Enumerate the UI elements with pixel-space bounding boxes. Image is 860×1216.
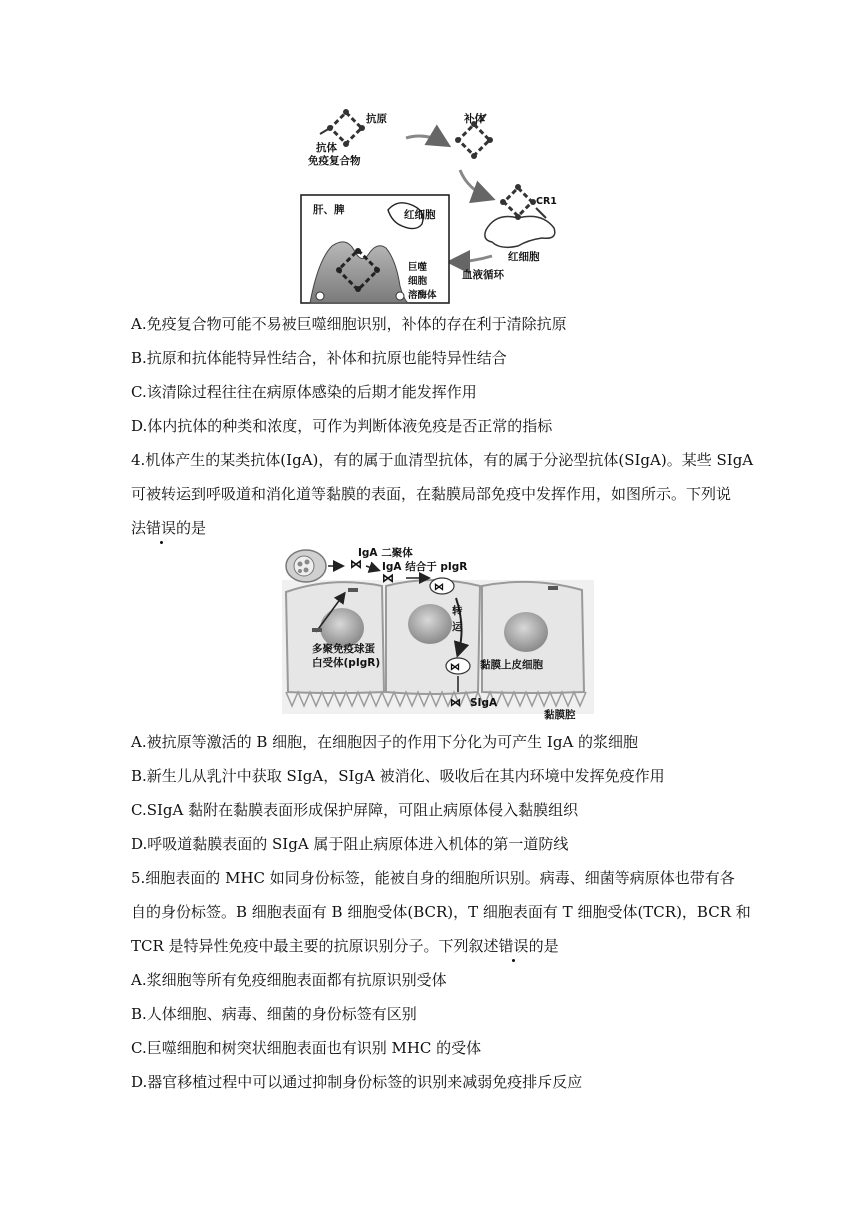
q4-stem-post: 的是 bbox=[176, 519, 207, 537]
nucleus-2 bbox=[408, 604, 452, 644]
siga-transport-figure bbox=[282, 542, 594, 722]
q4-stem-pre: 法 bbox=[131, 519, 147, 537]
arrow-3 bbox=[452, 256, 492, 262]
nucleus-1 bbox=[320, 608, 364, 648]
q3-option-d: D.体内抗体的种类和浓度，可作为判断体液免疫是否正常的指标 bbox=[131, 417, 553, 435]
red-blood-cell-icon bbox=[485, 184, 555, 247]
antigen-label: 抗原 bbox=[366, 113, 387, 125]
q5-stem-pre: TCR 是特异性免疫中最主要的抗原识别分子。下列叙述 bbox=[131, 937, 499, 955]
q5-option-b: B.人体细胞、病毒、细菌的身份标签有区别 bbox=[131, 1005, 417, 1023]
liver-spleen-label: 肝、脾 bbox=[313, 204, 345, 216]
apical-receptor-icon bbox=[548, 586, 558, 590]
pigr-label-1: 多聚免疫球蛋 bbox=[312, 643, 375, 655]
bound-complex-icon: ⋈ bbox=[382, 571, 394, 585]
complex-label: 免疫复合物 bbox=[308, 155, 361, 167]
q4-option-b: B.新生儿从乳汁中获取 SIgA，SIgA 被消化、吸收后在其内环境中发挥免疫作用 bbox=[131, 767, 665, 785]
q4-stem-line-2: 可被转运到呼吸道和消化道等黏膜的表面，在黏膜局部免疫中发挥作用，如图所示。下列说 bbox=[131, 485, 732, 503]
q5-stem-line-3 bbox=[131, 936, 559, 956]
q5-option-d: D.器官移植过程中可以通过抑制身份标签的识别来减弱免疫排斥反应 bbox=[131, 1073, 583, 1091]
q3-option-a: A.免疫复合物可能不易被巨噬细胞识别，补体的存在利于清除抗原 bbox=[131, 315, 567, 333]
arrow-2 bbox=[460, 170, 490, 198]
complement-label: 补体 bbox=[464, 113, 485, 125]
iga-dimer-label: IgA 二聚体 bbox=[358, 547, 413, 559]
macrophage-label-2: 细胞 bbox=[408, 276, 428, 287]
pigr-label-2: 白受体(pIgR) bbox=[312, 657, 381, 669]
iga-dimer-icon: ⋈ bbox=[350, 557, 362, 571]
immune-complex-figure bbox=[296, 100, 586, 310]
pigr-receptor-icon bbox=[312, 628, 322, 632]
transport-label-1: 转 bbox=[452, 605, 463, 617]
epithelium-label: 黏膜上皮细胞 bbox=[480, 659, 543, 671]
antibody-label: 抗体 bbox=[316, 142, 337, 154]
siga-icon: ⋈ bbox=[450, 696, 461, 709]
vesicle-top-complex: ⋈ bbox=[434, 582, 444, 593]
q4-option-a: A.被抗原等激活的 B 细胞，在细胞因子的作用下分化为可产生 IgA 的浆细胞 bbox=[131, 733, 639, 751]
q4-stem-line-3 bbox=[131, 518, 206, 538]
transport-label-2: 运 bbox=[452, 621, 463, 633]
macrophage-label-1: 巨噬 bbox=[408, 262, 428, 273]
q5-option-c: C.巨噬细胞和树突状细胞表面也有识别 MHC 的受体 bbox=[131, 1039, 482, 1057]
box-rbc-label: 红细胞 bbox=[404, 209, 436, 221]
q5-emphasis-wrong: 错误 bbox=[498, 937, 529, 955]
lysosome-icon-2 bbox=[396, 292, 404, 300]
dimer-arrow bbox=[366, 566, 378, 570]
pigr-receptor-icon-2 bbox=[348, 588, 358, 592]
q5-stem-line-1: 5.细胞表面的 MHC 如同身份标签，能被自身的细胞所识别。病毒、细菌等病原体也带有各 bbox=[131, 869, 735, 887]
rbc-label: 红细胞 bbox=[508, 251, 540, 263]
q4-stem-line-1: 4.机体产生的某类抗体(IgA)，有的属于血清型抗体，有的属于分泌型抗体(SIgA)。某些 SIgA bbox=[131, 451, 754, 469]
q4-emphasis-wrong: 错误 bbox=[146, 519, 177, 537]
lumen-label: 黏膜腔 bbox=[544, 709, 576, 721]
lysosome-label: 溶酶体 bbox=[408, 290, 437, 301]
q5-stem-post: 的是 bbox=[528, 937, 559, 955]
q4-option-c: C.SIgA 黏附在黏膜表面形成保护屏障，可阻止病原体侵入黏膜组织 bbox=[131, 801, 579, 819]
bind-pigr-label: IgA 结合于 pIgR bbox=[382, 561, 468, 573]
q4-option-d: D.呼吸道黏膜表面的 SIgA 属于阻止病原体进入机体的第一道防线 bbox=[131, 835, 569, 853]
circulation-label: 血液循环 bbox=[462, 269, 504, 281]
q5-stem-line-2: 自的身份标签。B 细胞表面有 B 细胞受体(BCR)，T 细胞表面有 T 细胞受体(TCR)，BCR 和 bbox=[131, 903, 751, 921]
q5-option-a: A.浆细胞等所有免疫细胞表面都有抗原识别受体 bbox=[131, 971, 447, 989]
vesicle-bottom-complex: ⋈ bbox=[450, 662, 460, 673]
siga-label: SIgA bbox=[470, 697, 498, 709]
cr1-label: CR1 bbox=[536, 196, 557, 207]
arrow-1 bbox=[406, 136, 446, 144]
plasma-cell-icon bbox=[286, 550, 326, 582]
lysosome-icon bbox=[316, 292, 324, 300]
nucleus-3 bbox=[504, 612, 548, 652]
q3-option-c: C.该清除过程往往在病原体感染的后期才能发挥作用 bbox=[131, 383, 477, 401]
q3-option-b: B.抗原和抗体能特异性结合，补体和抗原也能特异性结合 bbox=[131, 349, 507, 367]
